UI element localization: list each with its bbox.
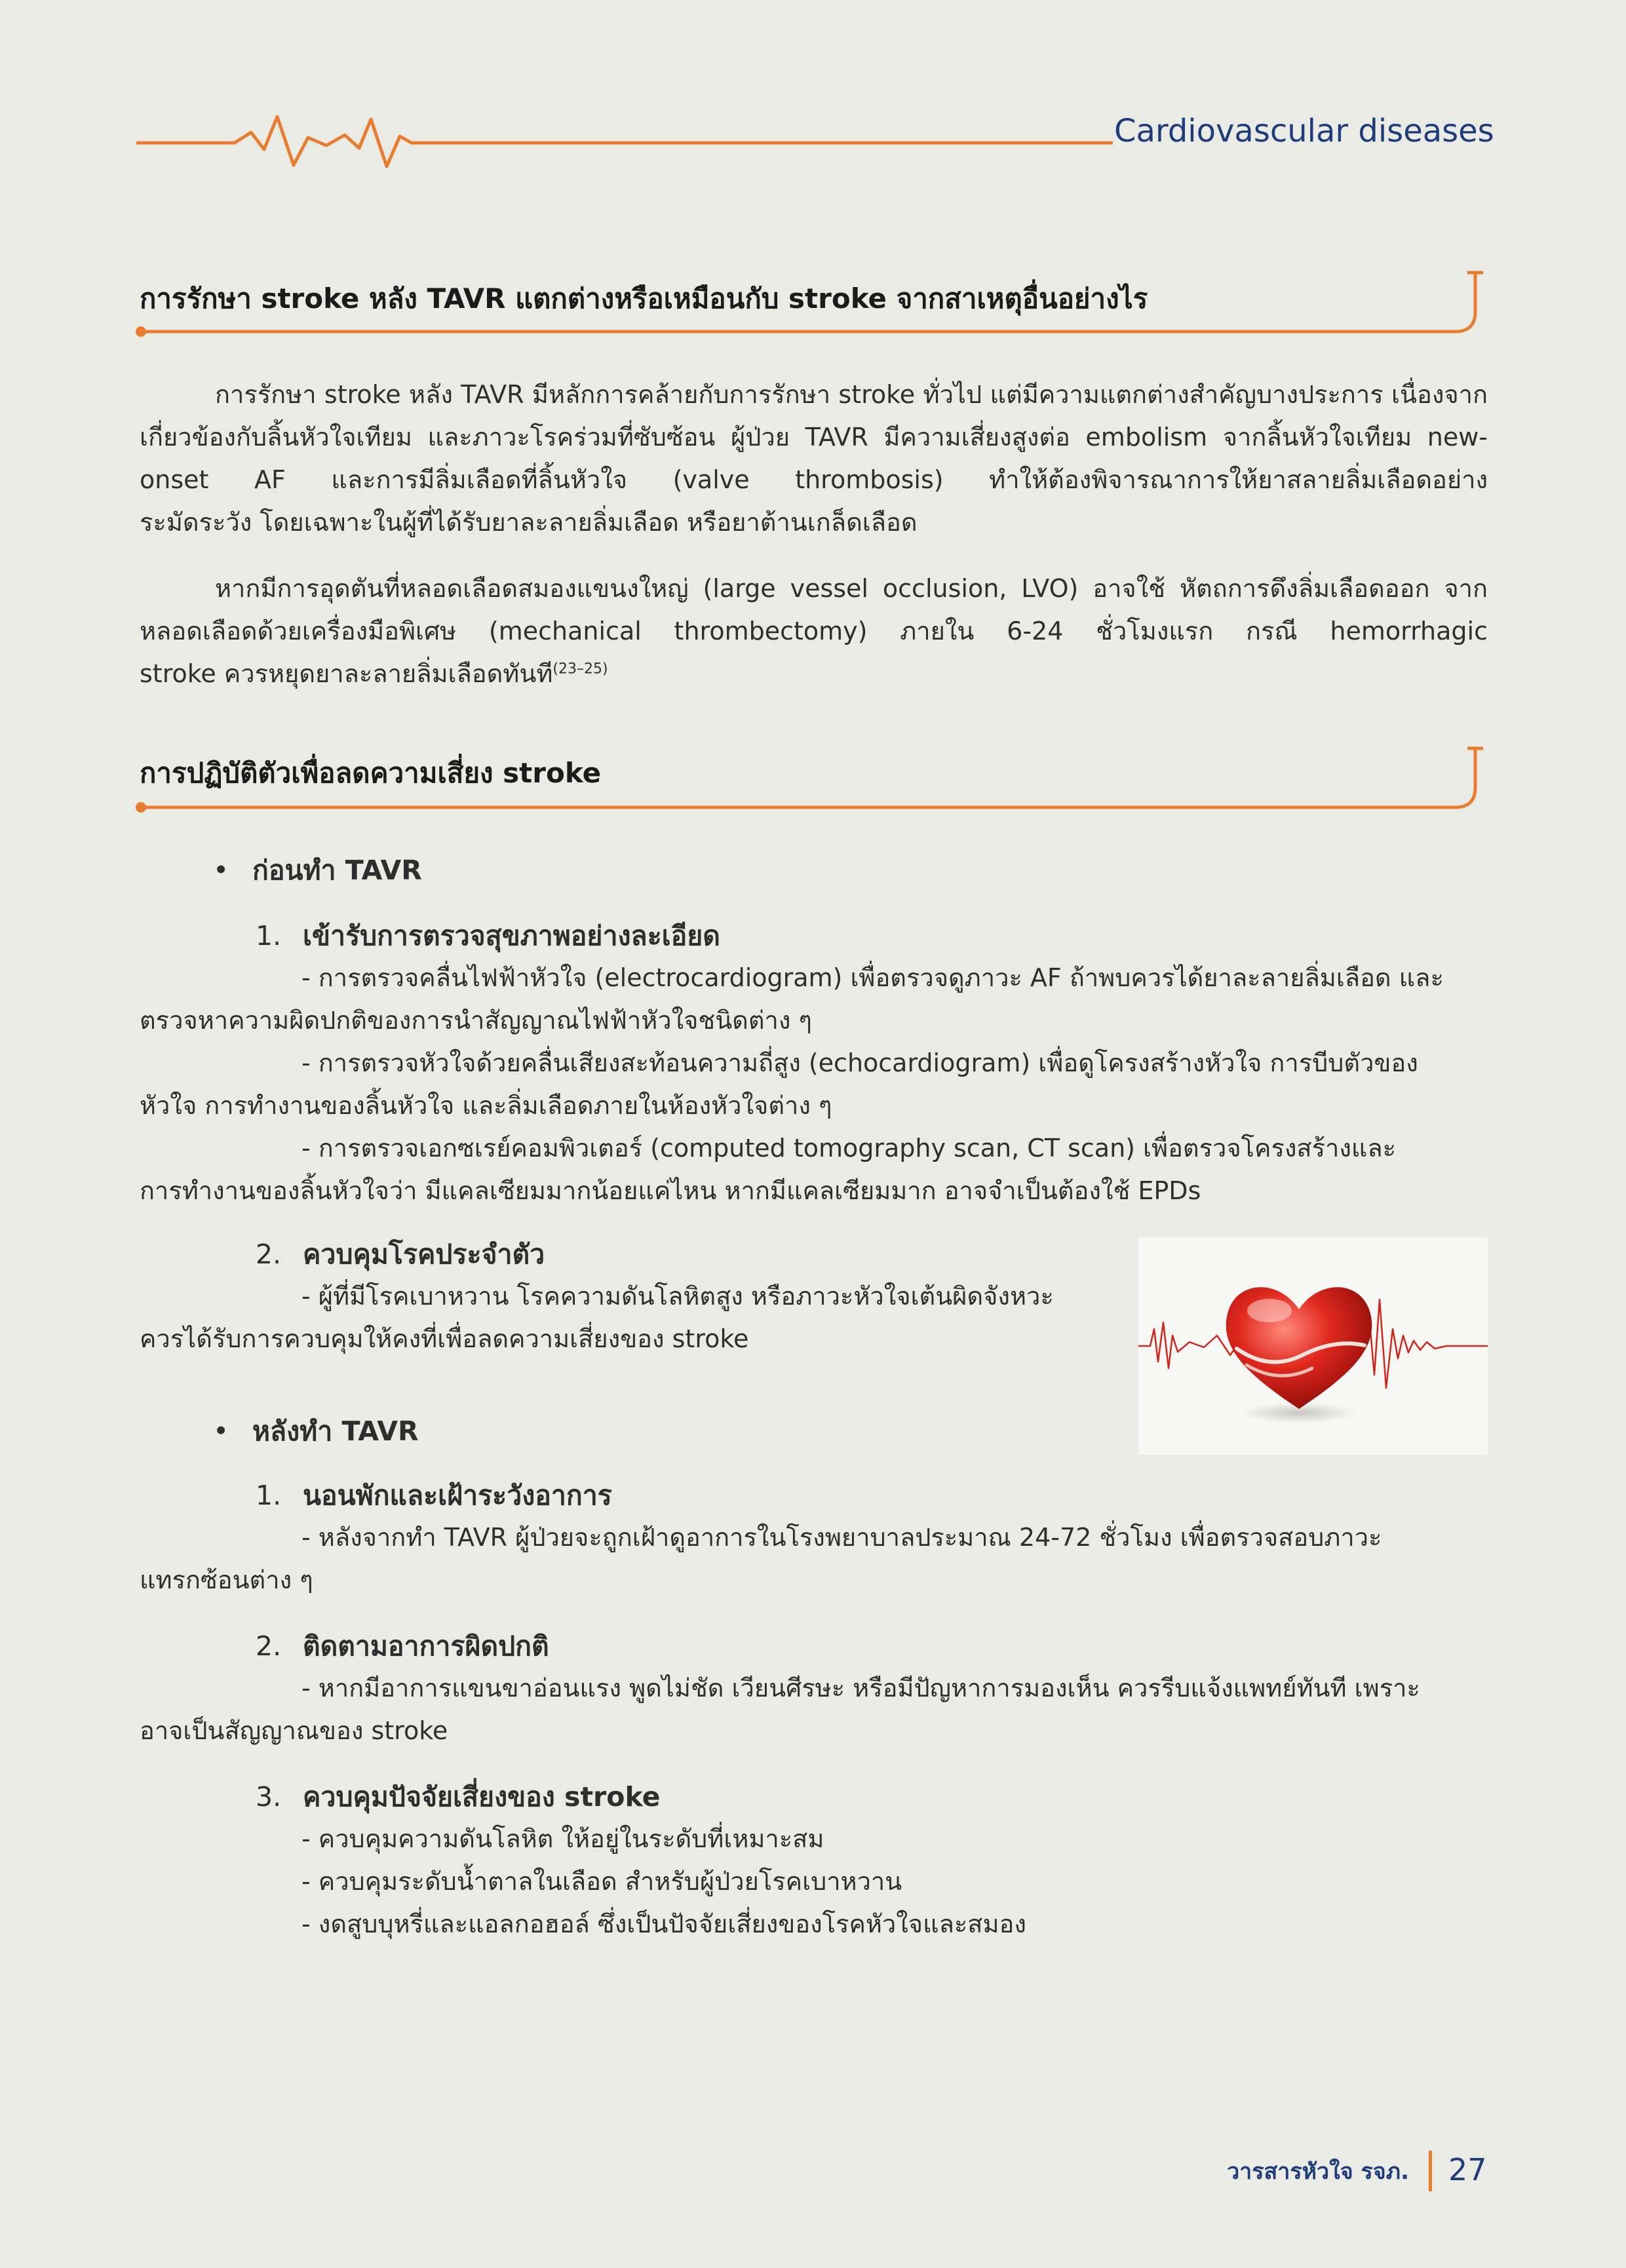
item-control-risk-factors: 3. ควบคุมปัจจัยเสี่ยงของ stroke (256, 1781, 661, 1813)
item-control-disease: 2. ควบคุมโรคประจำตัว (256, 1239, 545, 1270)
item-health-check: 1. เข้ารับการตรวจสุขภาพอย่างละเอียด (256, 920, 720, 951)
item-text-line: - ควบคุมความดันโลหิต ให้อยู่ในระดับที่เหมาะสม (301, 1824, 824, 1853)
paragraph-stroke-treatment: การรักษา stroke หลัง TAVR มีหลักการคล้ายกับการรักษา stroke ทั่วไป แต่มีความแตกต่างสำคัญบางประการ เนื่องจากเกี่ยวข้องกับลิ้นหัวใจเทียม และภาวะโรคร่วมที่ซับซ้อน ผู้ป่วย TAVR มีความเสี่ยงสูงต่อ embolism จากลิ้นหัวใจเทียม new-onset AF และการมีลิ่มเลือดที่ลิ้นหัวใจ (valve thrombosis) ทำให้ต้องพิจารณาการให้ยาสลายลิ่มเลือดอย่าง (140, 380, 1488, 494)
paragraph-stroke-treatment-last-line: ระมัดระวัง โดยเฉพาะในผู้ที่ได้รับยาละลายลิ่มเลือด หรือยาต้านเกล็ดเลือด (140, 508, 918, 537)
item-text-line: หัวใจ การทำงานของลิ้นหัวใจ และลิ่มเลือดภายในห้องหัวใจต่าง ๆ (140, 1091, 832, 1120)
running-title: Cardiovascular diseases (1114, 113, 1494, 149)
item-text-line: ควรได้รับการควบคุมให้คงที่เพื่อลดความเสี่ยงของ stroke (140, 1324, 749, 1353)
section-title-risk-reduction: การปฏิบัติตัวเพื่อลดความเสี่ยง stroke (140, 757, 602, 789)
item-text-line: ตรวจหาความผิดปกติของการนำสัญญาณไฟฟ้าหัวใจชนิดต่าง ๆ (140, 1006, 812, 1035)
item-text-line: แทรกซ้อนต่าง ๆ (140, 1566, 313, 1594)
section-rule (134, 269, 1491, 341)
paragraph-lvo-last-line: stroke ควรหยุดยาละลายลิ่มเลือดทันที$^{(23-25)}$ (140, 659, 608, 688)
item-text-line: - การตรวจหัวใจด้วยคลื่นเสียงสะท้อนความถี่สูง (echocardiogram) เพื่อดูโครงสร้างหัวใจ การบีบตัวของ (301, 1048, 1418, 1077)
item-text-line: - การตรวจคลื่นไฟฟ้าหัวใจ (electrocardiogram) เพื่อตรวจดูภาวะ AF ถ้าพบควรได้ยาละลายลิ่มเลือด และ (301, 963, 1444, 992)
section-title-stroke-treatment: การรักษา stroke หลัง TAVR แตกต่างหรือเหมือนกับ stroke จากสาเหตุอื่นอย่างไร (140, 282, 1148, 315)
item-rest-monitor: 1. นอนพักและเฝ้าระวังอาการ (256, 1480, 612, 1511)
item-text-line: การทำงานของลิ้นหัวใจว่า มีแคลเซียมมากน้อยแค่ไหน หากมีแคลเซียมมาก อาจจำเป็นต้องใช้ EPDs (140, 1176, 1201, 1205)
footer-journal-name: วารสารหัวใจ รจภ. (1227, 2159, 1409, 2185)
item-watch-symptoms: 2. ติดตามอาการผิดปกติ (256, 1630, 549, 1662)
section-rule (134, 744, 1491, 817)
footer-divider (1429, 2151, 1432, 2191)
ecg-header-decoration (136, 105, 1113, 177)
item-text-line: - ผู้ที่มีโรคเบาหวาน โรคความดันโลหิตสูง หรือภาวะหัวใจเต้นผิดจังหวะ (301, 1282, 1054, 1311)
item-text-line: อาจเป็นสัญญาณของ stroke (140, 1716, 448, 1745)
item-text-line: - งดสูบบุหรี่และแอลกอฮอล์ ซึ่งเป็นปัจจัยเสี่ยงของโรคหัวใจและสมอง (301, 1910, 1026, 1938)
paragraph-lvo: หากมีการอุดตันที่หลอดเลือดสมองแขนงใหญ่ (large vessel occlusion, LVO) อาจใช้ หัตถการดึงลิ่มเลือดออก จากหลอดเลือดด้วยเครื่องมือพิเศษ (mechanical thrombectomy) ภายใน 6-24 ชั่วโมงแรก กรณี hemorrhagic (140, 574, 1488, 645)
item-text-line: - ควบคุมระดับน้ำตาลในเลือด สำหรับผู้ป่วยโรคเบาหวาน (301, 1867, 902, 1896)
bullet-before-tavr: • ก่อนทำ TAVR (213, 855, 422, 886)
item-text-line: - หากมีอาการแขนขาอ่อนแรง พูดไม่ชัด เวียนศีรษะ หรือมีปัญหาการมองเห็น ควรรีบแจ้งแพทย์ทันที เพราะ (301, 1674, 1420, 1702)
heart-ecg-image (1138, 1237, 1488, 1455)
item-text-line: - การตรวจเอกซเรย์คอมพิวเตอร์ (computed tomography scan, CT scan) เพื่อตรวจโครงสร้างและ (301, 1134, 1397, 1163)
page-number: 27 (1448, 2152, 1487, 2187)
item-text-line: - หลังจากทำ TAVR ผู้ป่วยจะถูกเฝ้าดูอาการในโรงพยาบาลประมาณ 24-72 ชั่วโมง เพื่อตรวจสอบภาวะ (301, 1523, 1382, 1552)
bullet-after-tavr: • หลังทำ TAVR (213, 1415, 419, 1447)
citation-ref: (23–25) (552, 661, 608, 678)
